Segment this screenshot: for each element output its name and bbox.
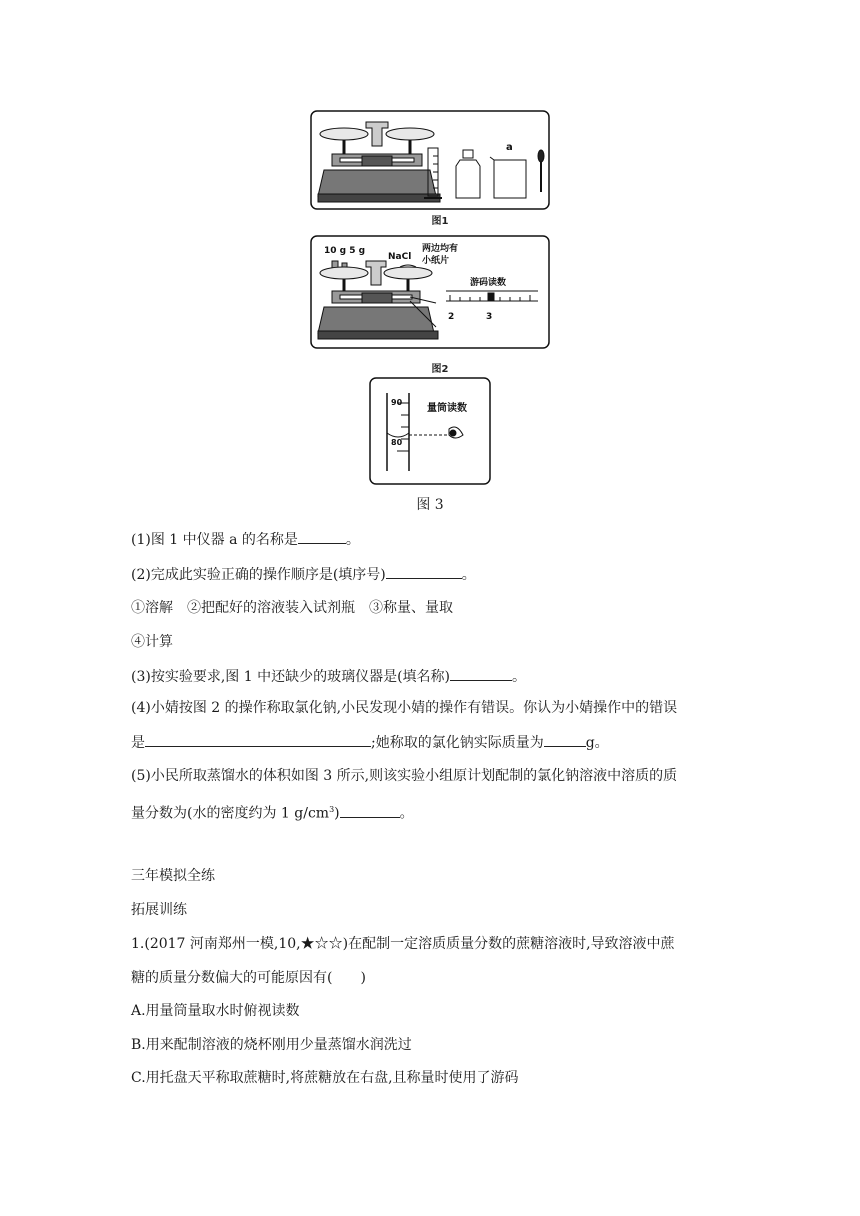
answer-blank-5[interactable] xyxy=(340,803,400,818)
balance-icon xyxy=(318,261,438,339)
answer-blank-4a[interactable] xyxy=(145,732,371,747)
figure-3-caption: 图 3 xyxy=(416,497,444,513)
figure-2-illustration xyxy=(310,235,550,349)
section-subtitle: 拓展训练 xyxy=(131,902,187,918)
note-line-2: 小纸片 xyxy=(422,256,450,266)
mcq-option-a: A.用量筒量取水时俯视读数 xyxy=(131,1003,300,1019)
answer-blank-2[interactable] xyxy=(386,564,462,579)
question-4-text-2c: g。 xyxy=(585,735,609,751)
scale-tick-3: 3 xyxy=(486,312,493,322)
scale-tick-2: 2 xyxy=(448,312,455,322)
answer-blank-4b[interactable] xyxy=(544,732,586,747)
figure-2-caption: 图2 xyxy=(431,364,449,375)
answer-blank-1[interactable] xyxy=(298,529,346,544)
figure-1 xyxy=(310,110,550,210)
option-1: ①溶解 xyxy=(131,600,173,616)
mark-90: 90 xyxy=(391,398,403,407)
question-5-line-1 xyxy=(131,766,677,786)
question-4-text-2a: 是 xyxy=(131,735,145,751)
question-4-line-2 xyxy=(131,732,609,753)
fig3-title: 量筒读数 xyxy=(427,403,467,414)
mcq-option-c: C.用托盘天平称取蔗糖时,将蔗糖放在右盘,且称量时使用了游码 xyxy=(131,1070,519,1086)
rider-title: 游码读数 xyxy=(470,278,507,288)
note-line-1: 两边均有 xyxy=(422,244,459,254)
question-3-end: 。 xyxy=(512,669,527,685)
answer-blank-3[interactable] xyxy=(450,666,512,681)
question-5-text-2b: ) xyxy=(334,805,340,822)
figure-2 xyxy=(310,235,550,349)
question-1 xyxy=(131,529,360,550)
mcq-option-b: B.用来配制溶液的烧杯刚用少量蒸馏水润洗过 xyxy=(131,1037,412,1053)
figure-3 xyxy=(369,377,491,485)
mcq-1-line-1: 1.(2017 河南郑州一模,10,★☆☆)在配制一定溶质质量分数的蔗糖溶液时,导致溶液中蔗 xyxy=(131,936,675,952)
balance-icon xyxy=(318,122,440,202)
question-2-options xyxy=(131,598,453,618)
question-2-end: 。 xyxy=(461,567,476,583)
question-1-end: 。 xyxy=(345,532,360,548)
option-2: ②把配好的溶液装入试剂瓶 xyxy=(187,600,355,616)
question-3 xyxy=(131,666,526,687)
question-2-text: (2)完成此实验正确的操作顺序是(填序号) xyxy=(131,567,386,583)
question-3-text: (3)按实验要求,图 1 中还缺少的玻璃仪器是(填名称) xyxy=(131,669,451,685)
figure-3-illustration xyxy=(369,377,491,485)
nacl-label: NaCl xyxy=(388,252,412,262)
option-4: ④计算 xyxy=(131,634,173,650)
question-5-text-2a: 量分数为(水的密度约为 1 g/cm xyxy=(131,805,330,822)
weights-label: 10 g 5 g xyxy=(324,246,366,256)
question-4-text-1: (4)小婧按图 2 的操作称取氯化钠,小民发现小婧的操作有错误。你认为小婧操作中的错误 xyxy=(131,700,678,716)
question-4-text-2b: ;她称取的氯化钠实际质量为 xyxy=(371,735,544,751)
question-5-superscript: 3 xyxy=(329,805,335,814)
mark-80: 80 xyxy=(391,438,403,447)
figure-1-illustration xyxy=(310,110,550,210)
question-5-line-2 xyxy=(131,800,414,824)
question-4-line-1 xyxy=(131,698,677,718)
question-5-text-1: (5)小民所取蒸馏水的体积如图 3 所示,则该实验小组原计划配制的氯化钠溶液中溶质的质 xyxy=(131,768,678,784)
option-3: ③称量、量取 xyxy=(369,600,453,616)
section-title: 三年模拟全练 xyxy=(131,868,215,884)
mcq-1-line-2: 糖的质量分数偏大的可能原因有( ) xyxy=(131,970,366,986)
figure-1-caption: 图1 xyxy=(431,216,449,227)
question-5-end: 。 xyxy=(399,805,414,822)
question-2 xyxy=(131,564,476,585)
question-1-text: (1)图 1 中仪器 a 的名称是 xyxy=(131,532,298,548)
question-2-option-4 xyxy=(131,632,173,652)
beaker-label: a xyxy=(506,142,513,153)
